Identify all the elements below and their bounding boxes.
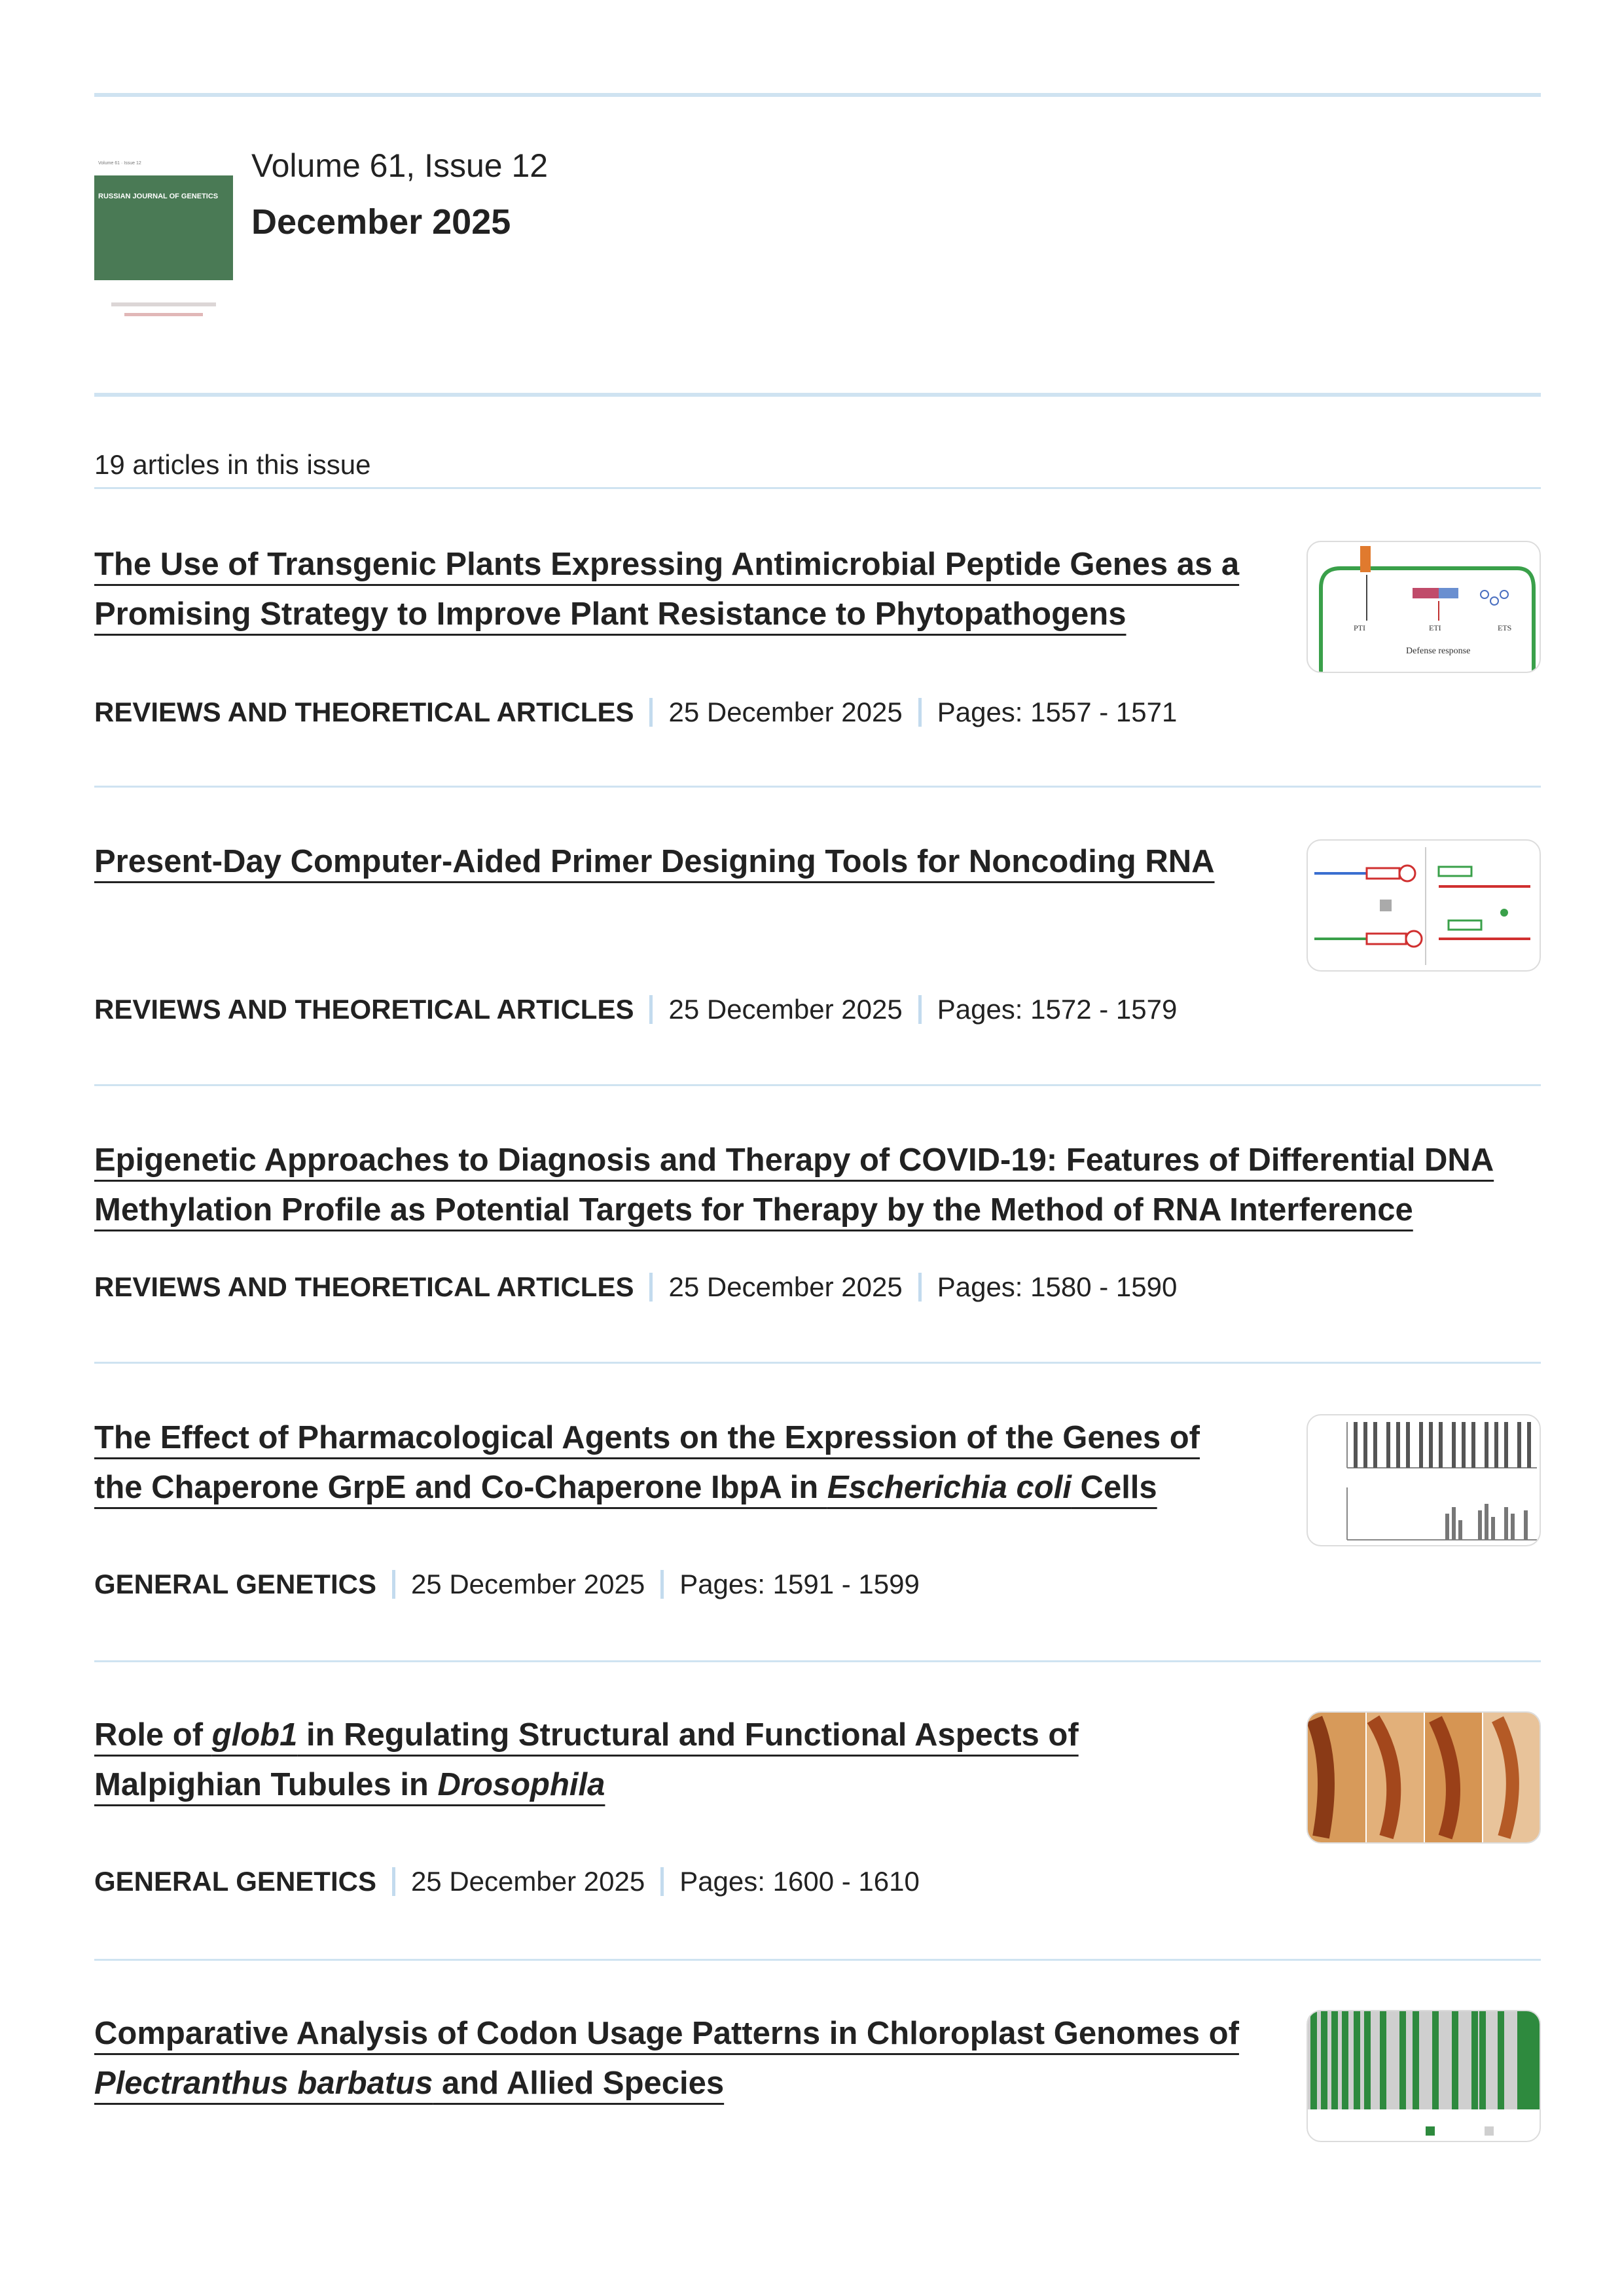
article-thumbnail-5[interactable] xyxy=(1307,1711,1541,1844)
article-title-4-link[interactable] xyxy=(94,1420,1200,1505)
article-title-6[interactable] xyxy=(94,2009,1246,2108)
article-thumbnail-2[interactable] xyxy=(1307,839,1541,972)
issue-date: December 2025 xyxy=(251,202,511,242)
svg-text:Defense response: Defense response xyxy=(1406,646,1471,656)
title-text: The Effect of Pharmacological Agents on the Expression of the Genes of the Chaperone GrpE and Co-Chaperone IbpA in xyxy=(94,1420,1200,1505)
meta-separator xyxy=(918,995,922,1024)
article-meta-5 xyxy=(94,1866,920,1897)
title-text: and Allied Species xyxy=(433,2066,725,2101)
list-top-divider xyxy=(94,487,1541,489)
article-category-4: GENERAL GENETICS xyxy=(94,1569,376,1599)
article-category-1: REVIEWS AND THEORETICAL ARTICLES xyxy=(94,697,634,727)
article-title-6-link[interactable] xyxy=(94,2016,1239,2101)
cover-publisher-logo xyxy=(111,302,216,306)
title-text: Role of xyxy=(94,1717,212,1753)
meta-separator xyxy=(649,1273,653,1302)
title-italic-gene: glob1 xyxy=(211,1717,298,1753)
article-divider xyxy=(94,1959,1541,1961)
meta-separator xyxy=(392,1570,395,1599)
article-pages-2: Pages: 1572 - 1579 xyxy=(937,994,1178,1025)
bar-plot-icon xyxy=(1308,1415,1541,1546)
article-pages-3: Pages: 1580 - 1590 xyxy=(937,1271,1178,1302)
meta-separator xyxy=(660,1570,664,1599)
title-italic-species: Plectranthus barbatus xyxy=(94,2066,433,2101)
article-meta-3 xyxy=(94,1271,1177,1303)
article-thumbnail-4[interactable] xyxy=(1307,1414,1541,1546)
article-category-5: GENERAL GENETICS xyxy=(94,1866,376,1897)
title-italic-species: Drosophila xyxy=(437,1767,605,1802)
meta-separator xyxy=(660,1867,664,1896)
title-text: in Regulating Structural and Functional Aspects of Malpighian Tubules in xyxy=(94,1717,1079,1802)
plant-immunity-diagram-icon xyxy=(1308,542,1541,673)
cover-publisher-logo-line xyxy=(124,313,203,316)
issue-volume: Volume 61, Issue 12 xyxy=(251,147,549,184)
article-date-1: 25 December 2025 xyxy=(668,697,903,727)
article-meta-1 xyxy=(94,697,1177,728)
article-title-5-link[interactable] xyxy=(94,1717,1079,1802)
article-title-3[interactable] xyxy=(94,1135,1554,1235)
article-title-3-link[interactable]: Epigenetic Approaches to Diagnosis and Therapy of COVID-19: Features of Differential DNA Methylation Profile as Potential Targets for Therapy by the Method of RNA Interference xyxy=(94,1142,1494,1228)
article-count: 19 articles in this issue xyxy=(94,449,371,480)
codon-heatmap-icon xyxy=(1308,2011,1541,2142)
article-date-4: 25 December 2025 xyxy=(410,1569,645,1599)
article-pages-4: Pages: 1591 - 1599 xyxy=(679,1569,920,1599)
article-title-4[interactable] xyxy=(94,1413,1246,1512)
article-title-5[interactable] xyxy=(94,1710,1246,1810)
meta-separator xyxy=(918,698,922,727)
article-date-2: 25 December 2025 xyxy=(668,994,903,1025)
cover-top-text: Volume 61 · Issue 12 xyxy=(98,161,141,166)
article-title-1[interactable] xyxy=(94,539,1246,639)
article-pages-5: Pages: 1600 - 1610 xyxy=(679,1866,920,1897)
top-divider xyxy=(94,93,1541,97)
svg-text:ETS: ETS xyxy=(1498,623,1512,632)
header-bottom-divider xyxy=(94,393,1541,397)
article-meta-4 xyxy=(94,1569,920,1600)
article-date-3: 25 December 2025 xyxy=(668,1271,903,1302)
tissue-micrograph-icon xyxy=(1308,1713,1541,1844)
article-meta-2 xyxy=(94,994,1177,1025)
article-thumbnail-6[interactable] xyxy=(1307,2010,1541,2142)
cover-journal-title: RUSSIAN JOURNAL OF GENETICS xyxy=(98,192,219,200)
title-text: Comparative Analysis of Codon Usage Patterns in Chloroplast Genomes of xyxy=(94,2016,1239,2051)
title-text: Cells xyxy=(1071,1470,1157,1505)
article-pages-1: Pages: 1557 - 1571 xyxy=(937,697,1178,727)
meta-separator xyxy=(649,995,653,1024)
svg-text:ETI: ETI xyxy=(1429,623,1441,632)
article-category-2: REVIEWS AND THEORETICAL ARTICLES xyxy=(94,994,634,1025)
journal-cover-image[interactable] xyxy=(94,160,233,333)
article-divider xyxy=(94,1660,1541,1662)
article-divider xyxy=(94,1362,1541,1364)
article-title-2[interactable] xyxy=(94,837,1246,886)
meta-separator xyxy=(918,1273,922,1302)
article-category-3: REVIEWS AND THEORETICAL ARTICLES xyxy=(94,1271,634,1302)
meta-separator xyxy=(649,698,653,727)
article-divider xyxy=(94,1084,1541,1086)
rna-hairpin-diagram-icon xyxy=(1308,841,1541,972)
cover-green-panel xyxy=(94,175,233,280)
article-divider xyxy=(94,786,1541,788)
article-thumbnail-1[interactable] xyxy=(1307,541,1541,673)
article-date-5: 25 December 2025 xyxy=(410,1866,645,1897)
article-title-1-link[interactable]: The Use of Transgenic Plants Expressing Antimicrobial Peptide Genes as a Promising Strategy to Improve Plant Resistance to Phytopathogens xyxy=(94,547,1240,632)
meta-separator xyxy=(392,1867,395,1896)
article-title-2-link[interactable]: Present-Day Computer-Aided Primer Designing Tools for Noncoding RNA xyxy=(94,844,1215,879)
svg-text:PTI: PTI xyxy=(1354,623,1365,632)
title-italic-species: Escherichia coli xyxy=(827,1470,1072,1505)
